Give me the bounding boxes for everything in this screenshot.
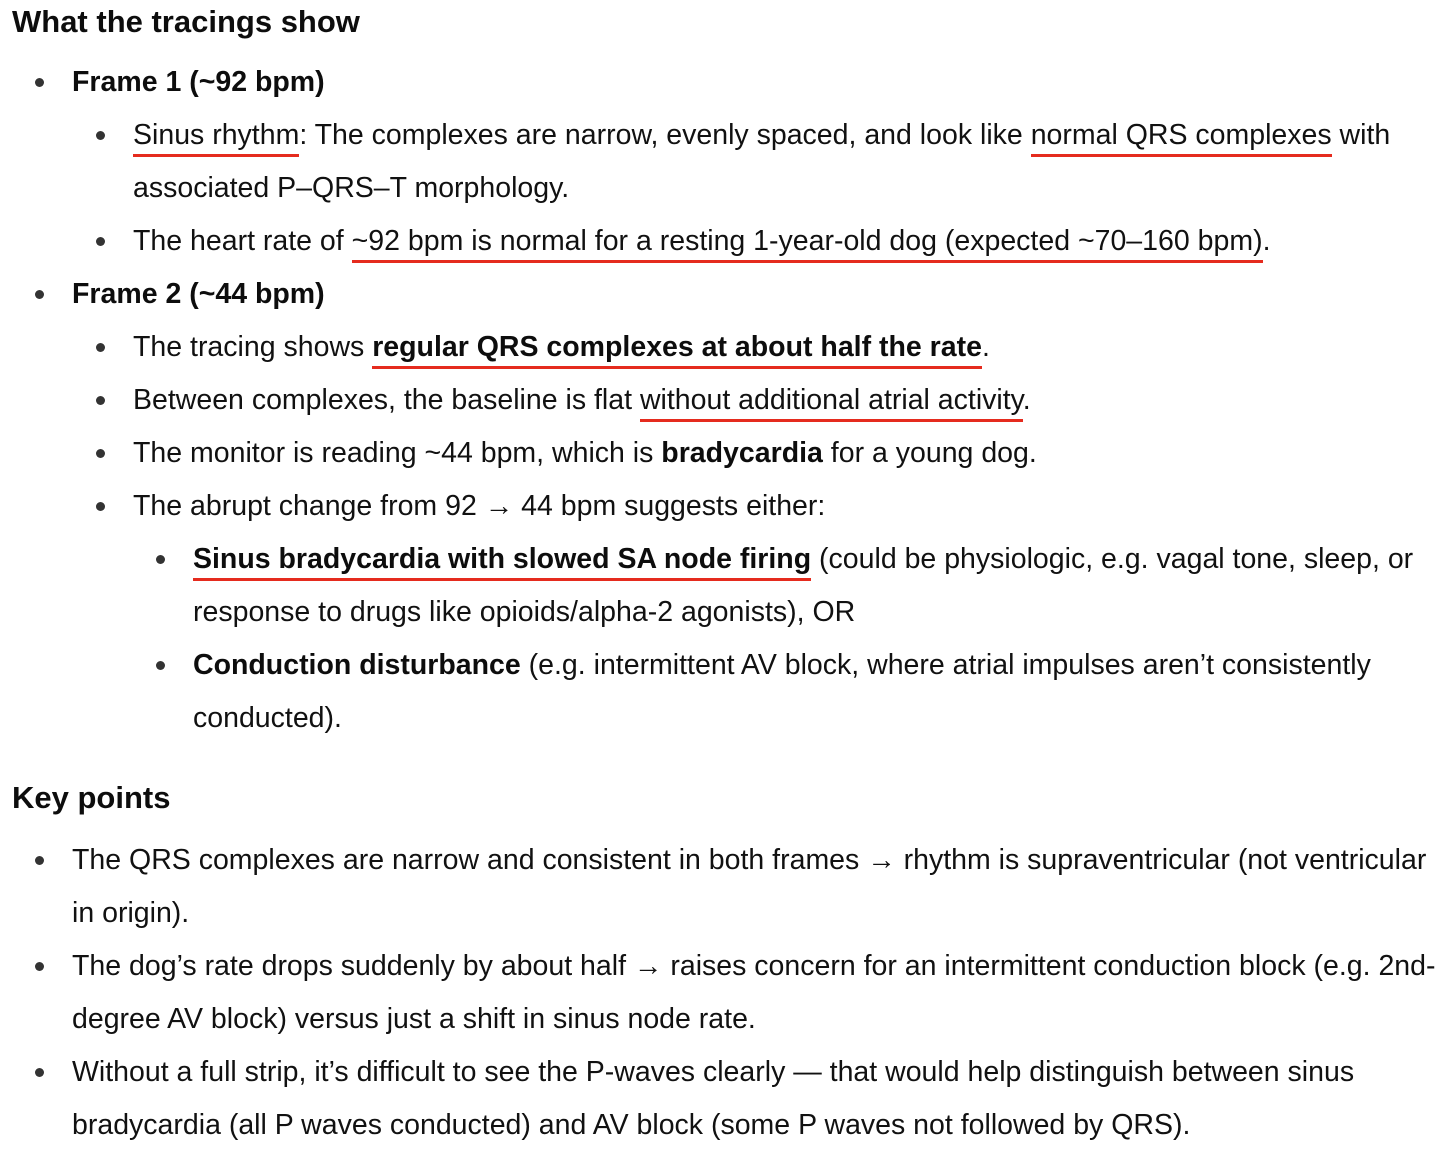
- highlight-normal-qrs: normal QRS complexes: [1031, 119, 1332, 157]
- text-run: The monitor is reading ~44 bpm, which is: [133, 437, 662, 469]
- section-heading-key-points: Key points: [12, 780, 171, 815]
- text-run: .: [981, 331, 990, 363]
- key-point-text: Without a full strip, it’s difficult to see the P-waves clearly — that would help distinguish between sinus bradycardia (all P waves conducted) and AV block (some P waves not followed by QRS).: [72, 1056, 1355, 1141]
- bullet-dot-icon: [35, 78, 44, 87]
- section-heading-tracings: What the tracings show: [12, 4, 360, 39]
- list-item-frame2-monitor: [0, 427, 1456, 480]
- list-item-frame2-baseline: [0, 374, 1456, 427]
- key-points-list: [0, 834, 1456, 1152]
- list-item-conduction-disturbance: [0, 639, 1456, 745]
- bullet-dot-icon: [35, 962, 44, 971]
- frame2-sublist: [0, 321, 1456, 745]
- frame1-title: Frame 1 (~92 bpm): [72, 66, 325, 98]
- list-item-key-point: [0, 940, 1456, 1046]
- frame1-sublist: [0, 109, 1456, 268]
- bullet-dot-icon: [35, 1068, 44, 1077]
- highlight-sinus-bradycardia: Sinus bradycardia with slowed SA node firing: [193, 543, 811, 581]
- abrupt-change-sublist: [0, 533, 1456, 745]
- list-item-key-point: [0, 1046, 1456, 1152]
- text-run: (could be physiologic, e.g. vagal tone, sleep, or response to drugs like opioids/alpha-2 agonists), OR: [193, 543, 1414, 628]
- bullet-dot-icon: [35, 290, 44, 299]
- key-point-text: The QRS complexes are narrow and consistent in both frames → rhythm is supraventricular (not ventricular in origin).: [72, 844, 1427, 929]
- text-run: for a young dog.: [822, 437, 1037, 469]
- frame2-bullet2-text: [133, 374, 1423, 427]
- bullet-dot-icon: [156, 661, 165, 670]
- text-run: .: [1262, 225, 1271, 257]
- bullet-dot-icon: [96, 502, 105, 511]
- bullet-dot-icon: [96, 449, 105, 458]
- frame1-bullet1-text: [133, 109, 1423, 215]
- bullet-dot-icon: [156, 555, 165, 564]
- text-run: : The complexes are narrow, evenly spaced, and look like: [299, 119, 1031, 151]
- frame2-bullet4-text: The abrupt change from 92 → 44 bpm suggests either:: [133, 490, 826, 522]
- text-run: The heart rate of: [133, 225, 352, 257]
- list-item-key-point: [0, 834, 1456, 940]
- key-point-text: The dog’s rate drops suddenly by about half → raises concern for an intermittent conduction block (e.g. 2nd-degree AV block) versus just a shift in sinus node rate.: [72, 950, 1436, 1035]
- sub1-text: [193, 533, 1455, 639]
- bold-conduction-disturbance: Conduction disturbance: [193, 649, 521, 681]
- bullet-dot-icon: [96, 237, 105, 246]
- bullet-dot-icon: [96, 343, 105, 352]
- text-run: with associated P–QRS–T morphology.: [133, 119, 1391, 204]
- list-item-frame1-sinus: [0, 109, 1456, 215]
- bullet-dot-icon: [96, 131, 105, 140]
- text-run: (e.g. intermittent AV block, where atrial impulses aren’t consistently conducted).: [193, 649, 1371, 734]
- highlight-half-rate: regular QRS complexes at about half the rate: [372, 331, 982, 369]
- frame1-bullet2-text: [133, 215, 1423, 268]
- frame2-bullet3-text: [133, 427, 1423, 480]
- frame2-title: Frame 2 (~44 bpm): [72, 278, 325, 310]
- bullet-dot-icon: [96, 396, 105, 405]
- list-item-frame1-rate: [0, 215, 1456, 268]
- tracings-list: [0, 56, 1456, 745]
- list-item-sinus-bradycardia: [0, 533, 1456, 639]
- highlight-no-atrial-activity: without additional atrial activity: [640, 384, 1023, 422]
- list-item-frame2-regular: [0, 321, 1456, 374]
- text-run: Between complexes, the baseline is flat: [133, 384, 640, 416]
- list-item-frame2: [0, 268, 1456, 745]
- highlight-normal-rate: ~92 bpm is normal for a resting 1-year-old dog (expected ~70–160 bpm): [352, 225, 1263, 263]
- frame2-bullet1-text: [133, 321, 1423, 374]
- bullet-dot-icon: [35, 856, 44, 865]
- list-item-frame1: [0, 56, 1456, 268]
- bold-bradycardia: bradycardia: [661, 437, 823, 469]
- list-item-frame2-abrupt: [0, 480, 1456, 745]
- sub2-text: [193, 639, 1455, 745]
- text-run: .: [1022, 384, 1031, 416]
- highlight-sinus-rhythm: Sinus rhythm: [133, 119, 299, 157]
- text-run: The tracing shows: [133, 331, 373, 363]
